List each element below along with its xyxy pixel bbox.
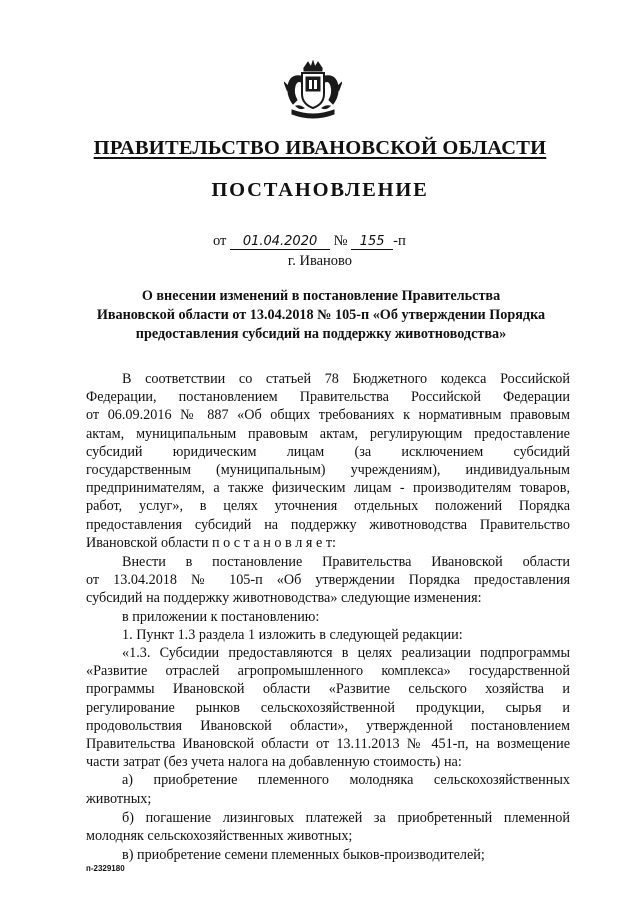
body-line: актам, муниципальным правовым актам, регулирующим предоставление	[86, 425, 570, 442]
document-subject	[78, 287, 564, 344]
body-line: государственным (муниципальным) учреждениям), индивидуальным	[86, 461, 570, 478]
date-number-line	[213, 233, 406, 250]
date-prefix: от	[213, 233, 227, 249]
body-line: Федерации, постановлением Правительства Российской Федерации	[86, 389, 570, 406]
body-line: В соответствии со статьей 78 Бюджетного кодекса Российской	[122, 371, 570, 387]
body-line: программы Ивановской области «Развитие сельского хозяйства и	[86, 681, 570, 698]
body-line: «Развитие отраслей агропромышленного комплекса» государственной	[86, 663, 570, 680]
body-line: субсидий на поддержку животноводства» следующие изменения:	[86, 590, 482, 607]
body-line: 1. Пункт 1.3 раздела 1 изложить в следующей редакции:	[122, 626, 463, 643]
body-line: а) приобретение племенного молодняка сельскохозяйственных	[122, 772, 570, 789]
body-line: «1.3. Субсидии предоставляются в целях реализации подпрограммы	[122, 645, 570, 661]
document-code: п-2329180	[86, 864, 125, 873]
document-body	[86, 370, 570, 865]
number-prefix: №	[333, 233, 348, 249]
document-date: 01.04.2020	[230, 234, 330, 250]
document-type-heading: ПОСТАНОВЛЕНИЕ	[211, 179, 429, 201]
coat-of-arms-emblem	[284, 60, 342, 120]
body-line: предпринимателям, а также физическим лицам - производителям товаров,	[86, 480, 570, 497]
body-line: Ивановской области п о с т а н о в л я е т:	[86, 534, 336, 551]
body-line: Внести в постановление Правительства Ивановской области	[122, 554, 570, 571]
body-line: от 13.04.2018 № 105-п «Об утверждении Порядка предоставления	[86, 572, 570, 589]
body-line: работ, услуг», в целях уточнения отдельных положений Порядка	[86, 498, 570, 515]
subject-line: предоставления субсидий на поддержку животноводства»	[135, 326, 507, 342]
body-line: в приложении к постановлению:	[122, 608, 320, 625]
government-title: ПРАВИТЕЛЬСТВО ИВАНОВСКОЙ ОБЛАСТИ	[93, 137, 547, 159]
subject-line: Ивановской области от 13.04.2018 № 105-п «Об утверждении Порядка	[96, 307, 546, 323]
body-line: в) приобретение семени племенных быков-производителей;	[122, 847, 485, 864]
body-line: субсидий юридическим лицам (за исключением субсидий	[86, 443, 570, 460]
body-line: части затрат (без учета налога на добавленную стоимость) на:	[86, 754, 462, 771]
body-line: регулирование рынков сельскохозяйственной продукции, сырья и	[86, 699, 570, 716]
body-line: от 06.09.2016 № 887 «Об общих требованиях к нормативным правовым	[86, 407, 570, 424]
number-suffix: -п	[393, 233, 406, 249]
city: г. Иваново	[287, 253, 353, 269]
document-number: 155	[351, 234, 393, 250]
body-line: молодняк сельскохозяйственных животных;	[86, 828, 353, 845]
body-line: продовольствия Ивановской области», утвержденной постановлением	[86, 717, 570, 734]
body-line: животных;	[86, 790, 152, 807]
body-line: Правительства Ивановской области от 13.11.2013 № 451-п, на возмещение	[86, 735, 570, 752]
body-line: б) погашение лизинговых платежей за приобретенный племенной	[122, 809, 570, 826]
body-line: предоставления субсидий на поддержку животноводства Правительство	[86, 516, 570, 533]
subject-line: О внесении изменений в постановление Правительства	[141, 288, 501, 304]
